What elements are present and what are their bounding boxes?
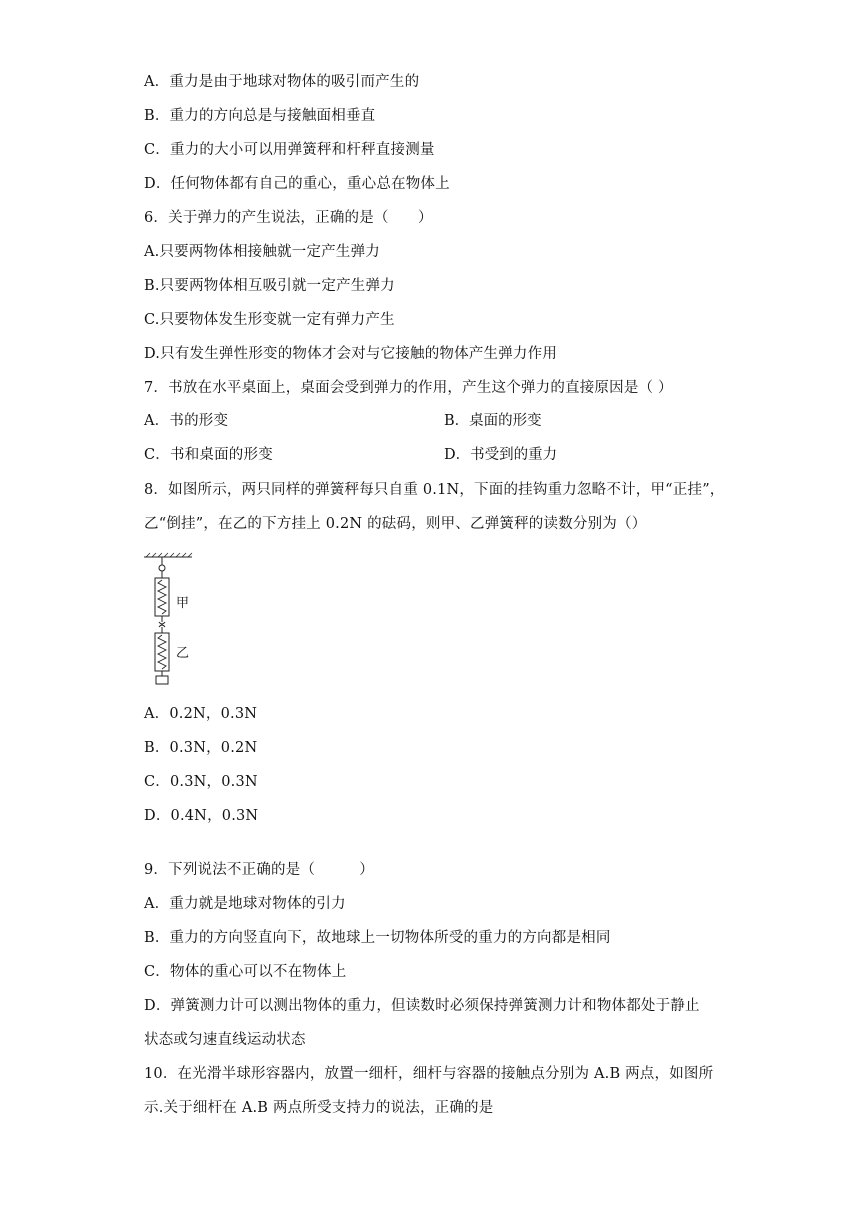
q5-option-b: B．重力的方向总是与接触面相垂直 xyxy=(144,108,376,124)
q6-option-b: B.只要两物体相互吸引就一定产生弹力 xyxy=(144,278,395,294)
q7-stem: 7．书放在水平桌面上，桌面会受到弹力的作用，产生这个弹力的直接原因是（ ） xyxy=(144,380,673,396)
figure-label-yi: 乙 xyxy=(176,646,190,661)
q5-option-d: D．任何物体都有自己的重心，重心总在物体上 xyxy=(144,176,450,192)
q9-stem: 9．下列说法不正确的是（ ） xyxy=(144,862,374,878)
q10-stem-line2: 示.关于细杆在 A.B 两点所受支持力的说法，正确的是 xyxy=(144,1100,494,1116)
q5-option-a: A．重力是由于地球对物体的吸引而产生的 xyxy=(144,74,420,90)
q7-option-b: B．桌面的形变 xyxy=(444,413,542,429)
q10-stem-line1: 10．在光滑半球形容器内，放置一细杆，细杆与容器的接触点分别为 A.B 两点，如图所 xyxy=(144,1066,714,1082)
q6-option-a: A.只要两物体相接触就一定产生弹力 xyxy=(144,244,380,260)
q8-option-d: D．0.4N，0.3N xyxy=(144,808,259,824)
q9-option-a: A．重力就是地球对物体的引力 xyxy=(144,896,346,912)
q6-option-d: D.只有发生弹性形变的物体才会对与它接触的物体产生弹力作用 xyxy=(144,346,558,362)
q9-option-b: B．重力的方向竖直向下，故地球上一切物体所受的重力的方向都是相同 xyxy=(144,930,611,946)
q9-option-d-line1: D．弹簧测力计可以测出物体的重力，但读数时必须保持弹簧测力计和物体都处于静止 xyxy=(144,998,700,1014)
q9-option-d-line2: 状态或匀速直线运动状态 xyxy=(144,1032,306,1048)
q7-option-a: A．书的形变 xyxy=(144,413,229,429)
spring-scale-figure xyxy=(140,552,200,688)
q8-option-b: B．0.3N，0.2N xyxy=(144,740,258,756)
q7-option-d: D．书受到的重力 xyxy=(444,447,558,463)
q6-stem: 6．关于弹力的产生说法，正确的是（ ） xyxy=(144,210,433,226)
q9-option-c: C．物体的重心可以不在物体上 xyxy=(144,964,347,980)
q6-option-c: C.只要物体发生形变就一定有弹力产生 xyxy=(144,312,395,328)
q5-option-c: C．重力的大小可以用弹簧秤和杆秤直接测量 xyxy=(144,142,435,158)
q7-option-c: C．书和桌面的形变 xyxy=(144,447,273,463)
q8-option-a: A．0.2N，0.3N xyxy=(144,706,258,722)
q8-stem-line2: 乙“倒挂”，在乙的下方挂上 0.2N 的砝码，则甲、乙弹簧秤的读数分别为（） xyxy=(144,516,647,532)
q8-stem-line1: 8．如图所示，两只同样的弹簧秤每只自重 0.1N，下面的挂钩重力忽略不计，甲“正挂”， xyxy=(144,482,725,498)
q8-option-c: C．0.3N，0.3N xyxy=(144,774,258,790)
figure-label-jia: 甲 xyxy=(176,596,190,611)
